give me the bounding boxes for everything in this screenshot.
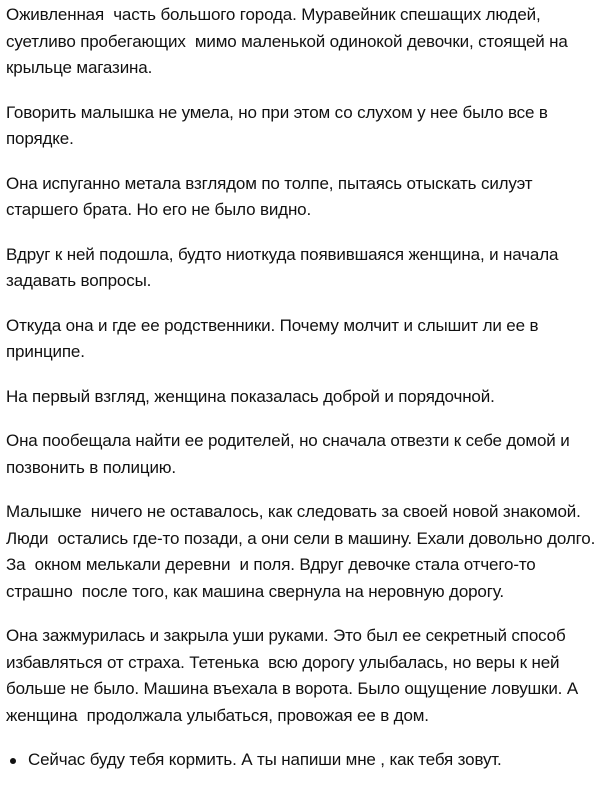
paragraph-8: Малышке ничего не оставалось, как следовать за своей новой знакомой. Люди остались где-то позади, а они сели в машину. Ехали довольно долго. За окном мелькали деревни и поля. Вдруг девочке стала отчего-то страшно после того, как машина свернула на неровную дорогу. <box>6 502 600 601</box>
list-item-text: Сейчас буду тебя кормить. А ты напиши мне , как тебя зовут. <box>28 750 502 769</box>
paragraph-4: Вдруг к ней подошла, будто ниоткуда появившаяся женщина, и начала задавать вопросы. <box>6 244 563 290</box>
bullet-list <box>6 747 605 774</box>
paragraph-3: Она испуганно метала взглядом по толпе, пытаясь отыскать силуэт старшего брата. Но его не было видно. <box>6 173 537 219</box>
list-item <box>6 747 605 774</box>
paragraph-6: На первый взгляд, женщина показалась доброй и порядочной. <box>6 386 495 406</box>
paragraph-9: Она зажмурилась и закрыла уши руками. Это был ее секретный способ избавляться от страха. Тетенька всю дорогу улыбалась, но веры к ней больше не было. Машина въехала в ворота. Было ощущение ловушки. А женщина продолжала улыбаться, провожая ее в дом. <box>6 626 583 725</box>
paragraph-5: Откуда она и где ее родственники. Почему молчит и слышит ли ее в принципе. <box>6 315 543 361</box>
paragraph-2: Говорить малышка не умела, но при этом со слухом у нее было все в порядке. <box>6 102 553 148</box>
paragraph-7: Она пообещала найти ее родителей, но сначала отвезти к себе домой и позвонить в полицию. <box>6 431 575 477</box>
bullet-icon <box>10 758 16 764</box>
paragraph-1: Оживленная часть большого города. Муравейник спешащих людей, суетливо пробегающих мимо маленькой одинокой девочки, стоящей на крыльце магазина. <box>6 5 573 77</box>
